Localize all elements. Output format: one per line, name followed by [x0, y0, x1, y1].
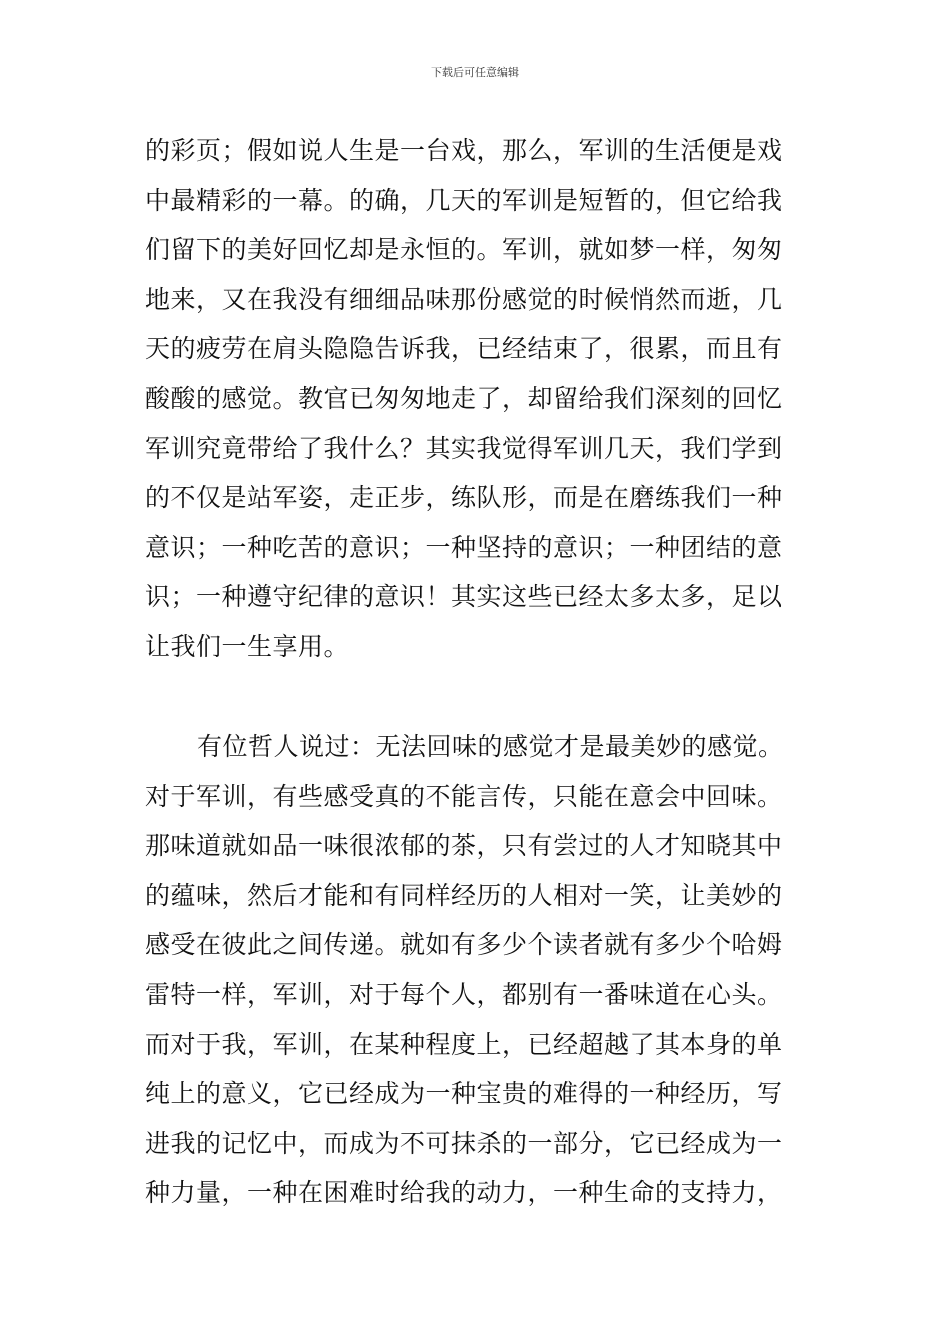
text-line: 中最精彩的一幕。的确，几天的军训是短暂的，但它给我	[145, 185, 783, 215]
text-line: 的蕴味，然后才能和有同样经历的人相对一笑，让美妙的	[145, 880, 783, 910]
text-line: 有位哲人说过：无法回味的感觉才是最美妙的感觉。	[197, 732, 784, 761]
text-line: 天的疲劳在肩头隐隐告诉我，已经结束了，很累，而且有	[145, 334, 783, 364]
text-line: 而对于我，军训，在某种程度上，已经超越了其本身的单	[145, 1029, 783, 1059]
text-line: 酸酸的感觉。教官已匆匆地走了，却留给我们深刻的回忆	[145, 383, 783, 413]
text-line: 地来，又在我没有细细品味那份感觉的时候悄然而逝，几	[145, 284, 783, 314]
text-line: 的彩页；假如说人生是一台戏，那么，军训的生活便是戏	[145, 136, 783, 165]
page-header: 下载后可任意编辑	[431, 66, 519, 79]
text-line: 意识；一种吃苦的意识；一种坚持的意识；一种团结的意	[145, 532, 783, 562]
text-line: 感受在彼此之间传递。就如有多少个读者就有多少个哈姆	[145, 930, 783, 960]
text-line: 进我的记忆中，而成为不可抹杀的一部分，它已经成为一	[145, 1128, 783, 1158]
text-line: 的不仅是站军姿，走正步，练队形，而是在磨练我们一种	[145, 483, 783, 513]
text-line: 雷特一样，军训，对于每个人，都别有一番味道在心头。	[145, 979, 783, 1009]
text-line: 识；一种遵守纪律的意识！其实这些已经太多太多，足以	[145, 582, 783, 612]
text-line: 纯上的意义，它已经成为一种宝贵的难得的一种经历，写	[145, 1079, 783, 1109]
text-line: 种力量，一种在困难时给我的动力，一种生命的支持力，	[145, 1178, 783, 1208]
paragraph-2	[145, 722, 810, 1218]
text-line: 让我们一生享用。	[145, 631, 350, 661]
text-line: 们留下的美好回忆却是永恒的。军训，就如梦一样，匆匆	[145, 235, 783, 265]
text-line: 军训究竟带给了我什么？其实我觉得军训几天，我们学到	[145, 433, 783, 463]
paragraph-1	[145, 126, 810, 672]
text-line: 对于军训，有些感受真的不能言传，只能在意会中回味。	[145, 781, 783, 811]
text-line: 那味道就如品一味很浓郁的茶，只有尝过的人才知晓其中	[145, 831, 783, 861]
